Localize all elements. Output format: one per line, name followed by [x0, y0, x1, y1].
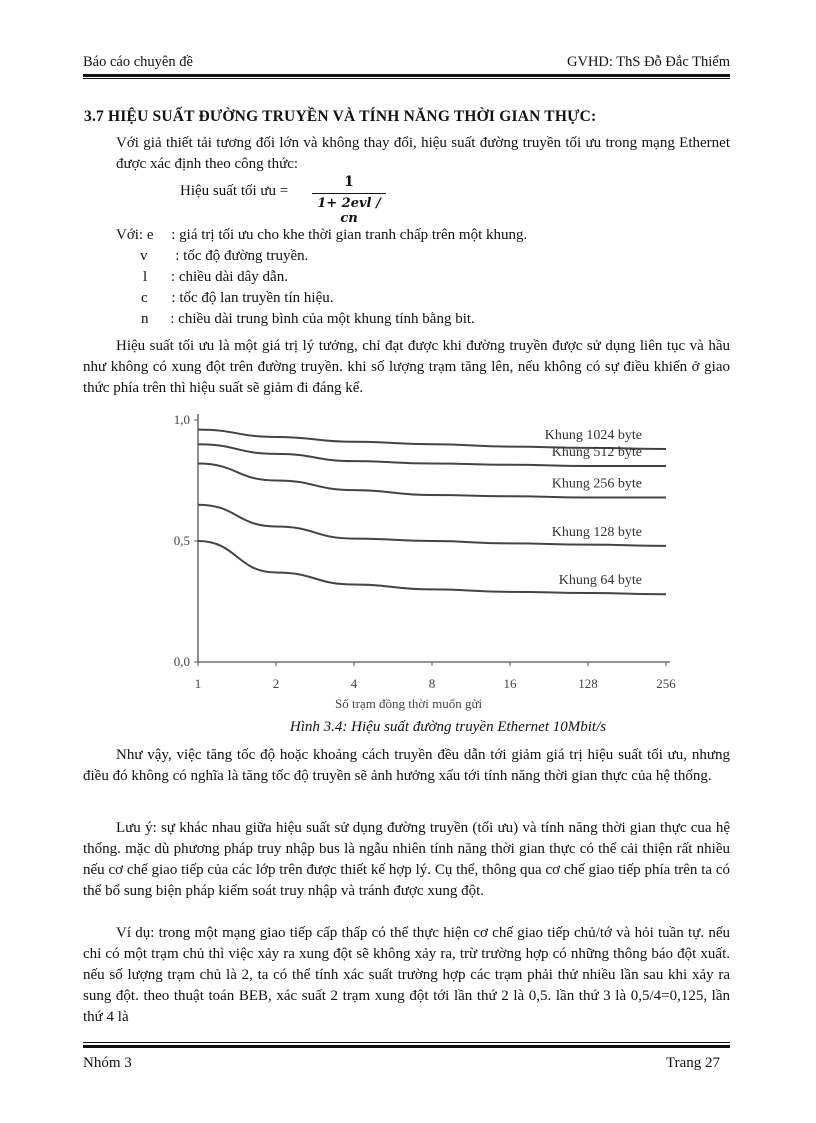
- variable-symbol: c: [141, 290, 148, 306]
- variable-e: [116, 227, 527, 244]
- intro-paragraph: Với giả thiết tải tương đối lớn và không thay đổi, hiệu suất đường truyền tối ưu trong mạng Ethernet được xác định theo công thức:: [116, 135, 730, 172]
- variable-l: [143, 269, 288, 286]
- page-header: [83, 54, 730, 74]
- x-tick-label: 1: [194, 676, 202, 691]
- paragraph-example: Ví dụ: trong một mạng giao tiếp cấp thấp có thể thực hiện cơ chế giao tiếp chủ/tớ và hỏi tuần tự. nếu chỉ có một trạm chủ thì việc xảy ra xung đột sẽ không xảy ra, trừ trường hợp có những thông báo đột xuất. nếu số lượng trạm chủ là 2, ta có thể tính xác suất trường hợp các trạm phải thử nhiều lần sau khi xảy ra sung đột. theo thuật toán BEB, xác suất 2 trạm xung đột tới lần thứ 2 là 0,5. lần thứ 3 là 0,5/4=0,125, lần thứ 4 là: [83, 925, 730, 1025]
- series-label: Khung 512 byte: [551, 444, 642, 460]
- footer-rule: [83, 1045, 730, 1048]
- x-tick-label: 2: [272, 676, 280, 691]
- y-tick-label: 0,5: [173, 533, 190, 548]
- header-rule: [83, 74, 730, 77]
- fraction-bar: [312, 193, 386, 194]
- section-title: 3.7 HIỆU SUẤT ĐƯỜNG TRUYỀN VÀ TÍNH NĂNG THỜI GIAN THỰC:: [84, 108, 597, 125]
- paragraph-efficiency: Hiệu suất tối ưu là một giá trị lý tưởng, chỉ đạt được khi đường truyền được sử dụng liên tục và hầu như không có xung đột trên đường truyền. khi số lượng trạm tăng lên, nếu không có sự điều khiển ở giao thức phía trên thì hiệu suất sẽ giảm đi đáng kể.: [83, 338, 730, 396]
- variable-c: [141, 290, 333, 307]
- series-label: Khung 1024 byte: [544, 428, 642, 444]
- y-tick-label: 1,0: [173, 412, 190, 427]
- footer-right: Trang 27: [665, 1055, 720, 1071]
- variable-desc: : chiều dài trung bình của một khung tính bằng bit.: [170, 311, 475, 327]
- variable-desc: : chiều dài dây dẫn.: [170, 269, 288, 285]
- series-label: Khung 128 byte: [551, 524, 642, 540]
- variable-desc: : giá trị tối ưu cho khe thời gian tranh chấp trên một khung.: [171, 227, 528, 243]
- series-label: Khung 256 byte: [551, 476, 642, 492]
- efficiency-chart: [150, 404, 690, 716]
- variable-desc: : tốc độ lan truyền tín hiệu.: [171, 290, 334, 306]
- paragraph-note: Lưu ý: sự khác nhau giữa hiệu suất sử dụng đường truyền (tối ưu) và tính năng thời gian thực cua hệ thống. mặc dù phương pháp truy nhập bus là ngẫu nhiên tính năng thời gian thực có thể cải thiện rất nhiều nếu cơ chế giao tiếp của các lớp trên được thiết kế hợp lý. Cụ thể, thông qua cơ chế giao tiếp phía trên ta có thể bổ sung biện pháp kiểm soát truy nhập và tránh được xung đột.: [83, 820, 730, 899]
- variable-desc: : tốc độ đường truyền.: [175, 248, 309, 264]
- formula-numerator: 1: [344, 174, 354, 190]
- x-tick-label: 8: [428, 676, 436, 691]
- footer-rule-thin: [83, 1042, 730, 1043]
- header-rule-thin: [83, 78, 730, 79]
- variable-v: [140, 248, 308, 265]
- variable-symbol: v: [140, 248, 148, 264]
- formula-label: Hiệu suất tối ưu =: [180, 183, 289, 199]
- variable-symbol: n: [141, 311, 149, 327]
- formula-denominator: 1+ 2evl / cn: [317, 196, 381, 226]
- series-label: Khung 64 byte: [558, 573, 642, 589]
- paragraph-conclusion: Như vậy, việc tăng tốc độ hoặc khoảng cách truyền đều dẫn tới giảm giá trị hiệu suất tối ưu, nhưng điều đó không có nghĩa là tăng tốc độ truyền sẽ ảnh hưởng xấu tới tính năng thời gian thực của hệ thống.: [83, 747, 730, 784]
- x-axis-label: Số trạm đồng thời muốn gửi: [335, 696, 483, 711]
- variable-n: [141, 311, 475, 328]
- figure-caption: Hình 3.4: Hiệu suất đường truyền Ethernet 10Mbit/s: [289, 719, 607, 735]
- formula-fraction: [312, 174, 386, 226]
- header-right: GVHD: ThS Đỗ Đắc Thiểm: [567, 54, 730, 70]
- y-tick-label: 0,0: [173, 654, 190, 669]
- footer-left: Nhóm 3: [83, 1055, 132, 1071]
- header-left: Báo cáo chuyên đề: [83, 54, 193, 70]
- x-tick-label: 256: [656, 676, 676, 691]
- variable-symbol: l: [143, 269, 148, 285]
- x-tick-label: 128: [578, 676, 598, 691]
- x-tick-label: 16: [503, 676, 517, 691]
- variable-symbol: Với: e: [116, 227, 154, 243]
- x-tick-label: 4: [350, 676, 358, 691]
